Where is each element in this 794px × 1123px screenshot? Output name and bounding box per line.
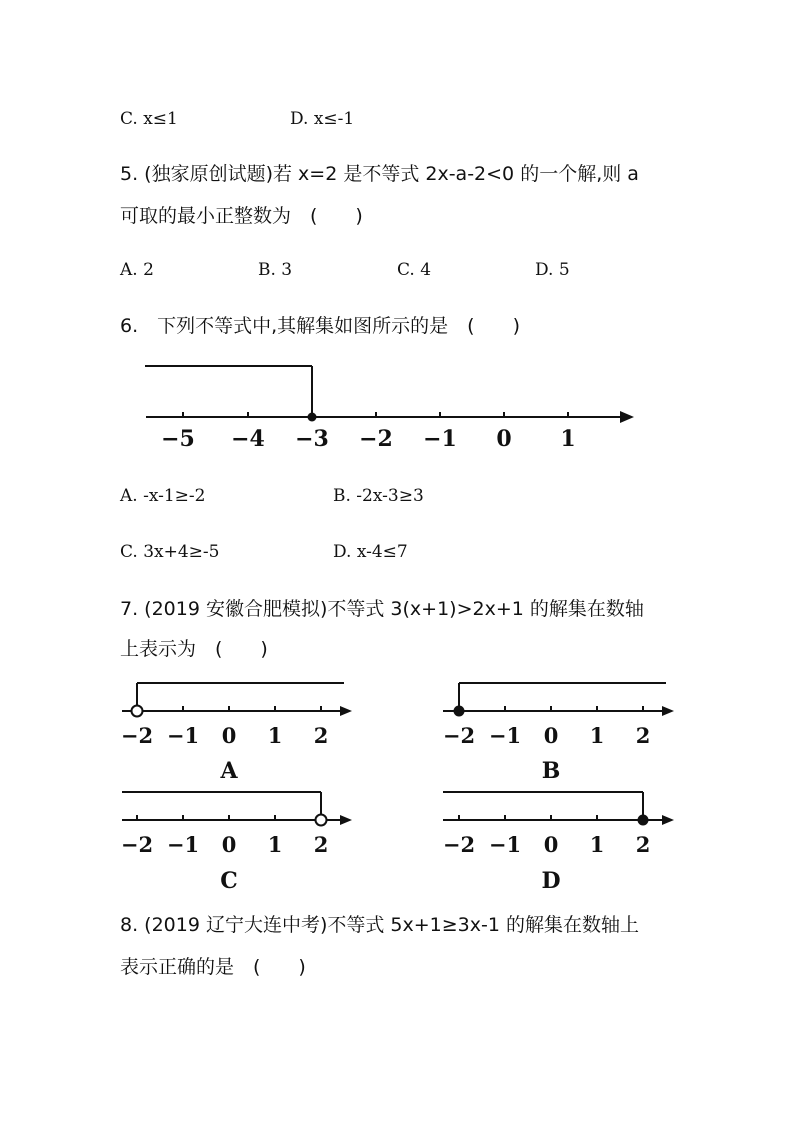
q7d-axis-label: −1 <box>488 832 522 857</box>
q6-option-a: A. -x-1≥-2 <box>120 486 206 506</box>
q8-stem-line1: 8. (2019 辽宁大连中考)不等式 5x+1≥3x-1 的解集在数轴上 <box>120 914 640 936</box>
q7-panel-label-c: C <box>220 868 238 894</box>
q6-stem: 6. 下列不等式中,其解集如图所示的是 ( ) <box>120 315 520 337</box>
q7-panel-label-b: B <box>541 758 561 784</box>
q7c-axis-label: 2 <box>313 832 329 857</box>
q7-stem-line2: 上表示为 ( ) <box>120 638 268 660</box>
q4-option-d: D. x≤-1 <box>290 109 355 129</box>
q8-stem-line2: 表示正确的是 ( ) <box>120 956 306 978</box>
q7-number-lines <box>0 670 794 900</box>
q7a-axis-label: 1 <box>267 723 283 748</box>
q7-panel-b <box>443 683 674 784</box>
q4-option-c: C. x≤1 <box>120 109 178 129</box>
q7c-axis-label: −1 <box>166 832 200 857</box>
q5-stem-line2: 可取的最小正整数为 ( ) <box>120 205 363 227</box>
q6-axis-label: 0 <box>496 426 512 452</box>
q7a-axis-label: 0 <box>221 723 237 748</box>
q6-number-line <box>0 0 794 470</box>
q7b-axis-label: −1 <box>488 723 522 748</box>
q6-axis-label: 1 <box>560 426 576 452</box>
q6-option-d: D. x-4≤7 <box>333 542 408 562</box>
q5-option-a: A. 2 <box>120 260 154 280</box>
q7d-axis-label: 2 <box>635 832 651 857</box>
q5-option-b: B. 3 <box>258 260 293 280</box>
q7-stem-line1: 7. (2019 安徽合肥模拟)不等式 3(x+1)>2x+1 的解集在数轴 <box>120 598 644 620</box>
q6-option-c: C. 3x+4≥-5 <box>120 542 220 562</box>
q7b-axis-label: 0 <box>543 723 559 748</box>
q7d-axis-label: −2 <box>442 832 476 857</box>
q6-axis-label: −3 <box>295 426 329 452</box>
q6-axis-label: −2 <box>359 426 393 452</box>
q7-panel-c <box>121 792 352 894</box>
q7-panel-label-d: D <box>541 868 561 894</box>
q6-axis-label: −5 <box>161 426 195 452</box>
q5-stem-line1: 5. (独家原创试题)若 x=2 是不等式 2x-a-2<0 的一个解,则 a <box>120 163 639 185</box>
q7d-axis-label: 1 <box>589 832 605 857</box>
q7c-axis-label: 0 <box>221 832 237 857</box>
q7a-axis-label: −1 <box>166 723 200 748</box>
q7b-axis-label: 1 <box>589 723 605 748</box>
q5-option-c: C. 4 <box>397 260 432 280</box>
q7a-axis-label: 2 <box>313 723 329 748</box>
q7d-axis-label: 0 <box>543 832 559 857</box>
q7b-axis-label: 2 <box>635 723 651 748</box>
q6-axis-label: −1 <box>423 426 457 452</box>
q7c-axis-label: −2 <box>120 832 154 857</box>
q7c-axis-label: 1 <box>267 832 283 857</box>
q7-panel-d <box>443 792 674 894</box>
q7b-axis-label: −2 <box>442 723 476 748</box>
q7-panel-label-a: A <box>220 758 238 784</box>
q7-panel-a <box>121 683 352 784</box>
q5-option-d: D. 5 <box>535 260 570 280</box>
q6-option-b: B. -2x-3≥3 <box>333 486 424 506</box>
q7a-axis-label: −2 <box>120 723 154 748</box>
q6-axis-label: −4 <box>231 426 265 452</box>
